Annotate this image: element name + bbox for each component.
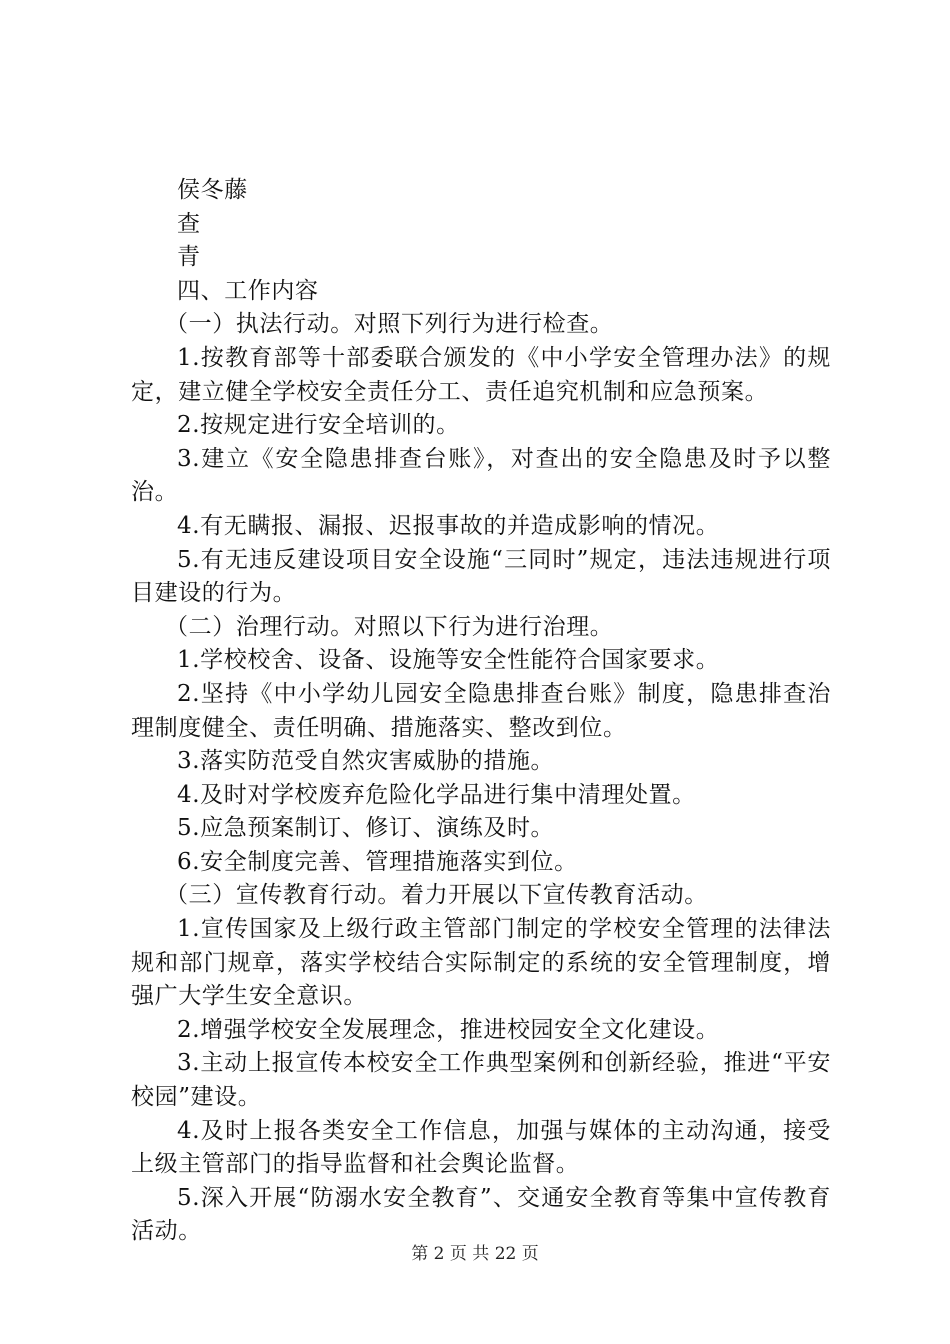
name-line: 查	[177, 210, 201, 237]
name-line: 侯冬藤	[177, 177, 248, 203]
list-item: 5.应急预案制订、修订、演练及时。	[177, 815, 555, 842]
subsection-heading: （一）执法行动。对照下列行为进行检查。	[165, 311, 614, 338]
list-item: 4.及时对学校废弃危险化学品进行集中清理处置。	[177, 781, 696, 808]
list-item: 5.深入开展“防溺水安全教育”、交通安全教育等集中宣传教育活动。	[131, 1184, 831, 1245]
list-item: 3.主动上报宣传本校安全工作典型案例和创新经验，推进“平安校园”建设。	[131, 1050, 831, 1111]
list-item: 2.按规定进行安全培训的。	[177, 412, 460, 439]
list-item: 3.落实防范受自然灾害威胁的措施。	[177, 748, 555, 775]
section-heading: 四、工作内容	[177, 277, 319, 304]
subsection-heading: （三）宣传教育行动。着力开展以下宣传教育活动。	[165, 882, 708, 909]
list-item: 4.有无瞒报、漏报、迟报事故的并造成影响的情况。	[177, 512, 720, 539]
document-body	[131, 174, 831, 1249]
list-item: 1.按教育部等十部委联合颁发的《中小学安全管理办法》的规定，建立健全学校安全责任分工、责任追究机制和应急预案。	[131, 344, 831, 405]
list-item: 2.坚持《中小学幼儿园安全隐患排查台账》制度，隐患排查治理制度健全、责任明确、措施落实、整改到位。	[131, 680, 831, 741]
list-item: 6.安全制度完善、管理措施落实到位。	[177, 848, 578, 875]
list-item: 5.有无违反建设项目安全设施“三同时”规定，违法违规进行项目建设的行为。	[131, 546, 831, 607]
list-item: 1.宣传国家及上级行政主管部门制定的学校安全管理的法律法规和部门规章，落实学校结合实际制定的系统的安全管理制度，增强广大学生安全意识。	[131, 916, 831, 1010]
list-item: 1.学校校舍、设备、设施等安全性能符合国家要求。	[177, 647, 720, 674]
list-item: 2.增强学校安全发展理念，推进校园安全文化建设。	[177, 1016, 720, 1043]
list-item: 4.及时上报各类安全工作信息，加强与媒体的主动沟通，接受上级主管部门的指导监督和社会舆论监督。	[131, 1117, 831, 1178]
page-number: 第 2 页 共 22 页	[411, 1244, 539, 1264]
subsection-heading: （二）治理行动。对照以下行为进行治理。	[165, 613, 614, 640]
list-item: 3.建立《安全隐患排查台账》，对查出的安全隐患及时予以整治。	[131, 445, 831, 506]
name-line: 青	[177, 244, 201, 271]
page-footer	[0, 1243, 950, 1265]
